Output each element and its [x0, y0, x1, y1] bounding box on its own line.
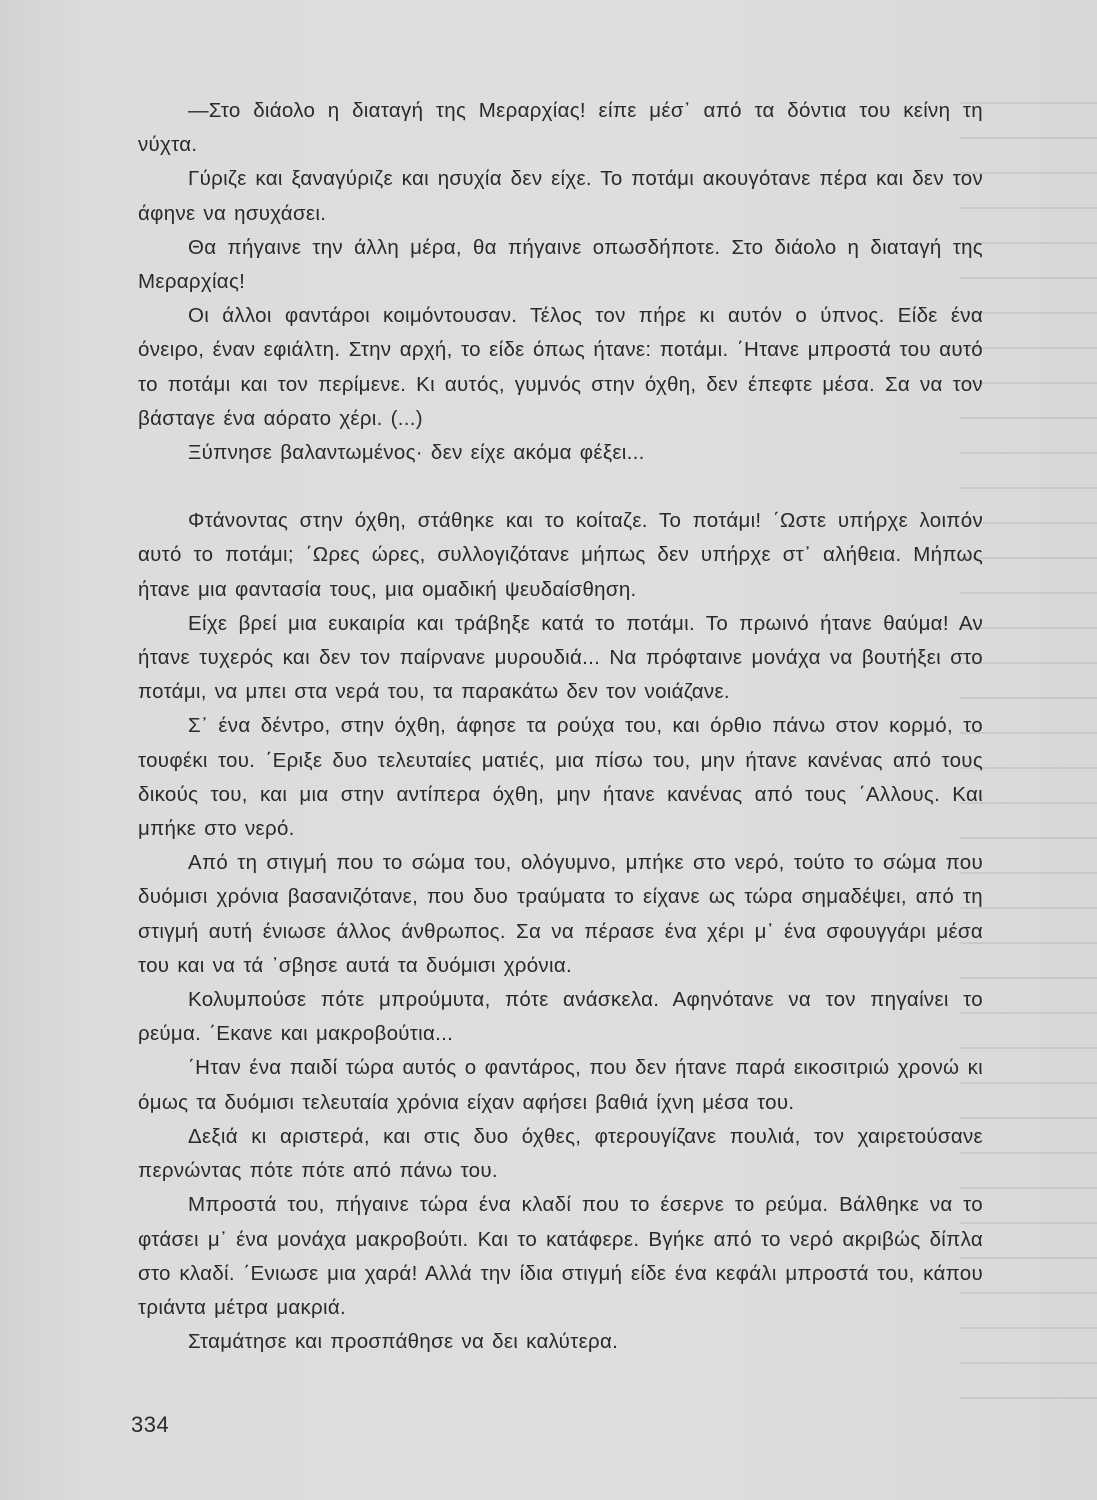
- paragraph: —Στο διάολο η διαταγή της Μεραρχίας! είπε μέσ᾽ από τα δόντια του κείνη τη νύχτα.: [138, 99, 983, 157]
- body-text: [138, 94, 983, 1359]
- paragraph: Σταμάτησε και προσπάθησε να δει καλύτερα.: [188, 1330, 619, 1354]
- paragraph: Σ᾽ ένα δέντρο, στην όχθη, άφησε τα ρούχα του, και όρθιο πάνω στον κορμό, το τουφέκι του. ΄Εριξε δυο τελευταίες ματιές, μια πίσω του, μην ήτανε κανένας από τους δικούς του, και μια στην αντίπερα όχθη, μην ήτανε κανένας από τους ΄Αλλους. Και μπήκε στο νερό.: [138, 714, 983, 841]
- paragraph: Κολυμπούσε πότε μπρούμυτα, πότε ανάσκελα. Αφηνότανε να τον πηγαίνει το ρεύμα. ΄Εκανε και μακροβούτια...: [138, 988, 983, 1046]
- paragraph: Οι άλλοι φαντάροι κοιμόντουσαν. Τέλος τον πήρε κι αυτόν ο ύπνος. Είδε ένα όνειρο, έναν εφιάλτη. Στην αρχή, το είδε όπως ήτανε: ποτάμι. ΄Ητανε μπροστά του αυτό το ποτάμι και τον περίμενε. Κι αυτός, γυμνός στην όχθη, δεν έπεφτε μέσα. Σα να τον βάσταγε ένα αόρατο χέρι. (...): [138, 304, 983, 430]
- paragraph: Ξύπνησε βαλαντωμένος· δεν είχε ακόμα φέξει...: [188, 441, 645, 465]
- paragraph: Φτάνοντας στην όχθη, στάθηκε και το κοίταζε. Το ποτάμι! ΄Ωστε υπήρχε λοιπόν αυτό το ποτάμι; ΄Ωρες ώρες, συλλογιζότανε μήπως δεν υπήρχε στ᾽ αλήθεια. Μήπως ήτανε μια φαντασία τους, μια ομαδική ψευδαίσθηση.: [138, 509, 983, 601]
- paragraph: Θα πήγαινε την άλλη μέρα, θα πήγαινε οπωσδήποτε. Στο διάολο η διαταγή της Μεραρχίας!: [138, 235, 983, 294]
- paragraph: Γύριζε και ξαναγύριζε και ησυχία δεν είχε. Το ποτάμι ακουγότανε πέρα και δεν τον άφηνε να ησυχάσει.: [138, 167, 983, 225]
- paragraph: ΄Ηταν ένα παιδί τώρα αυτός ο φαντάρος, που δεν ήτανε παρά εικοσιτριώ χρονώ κι όμως τα δυόμισι τελευταία χρόνια είχαν αφήσει βαθιά ίχνη μέσα του.: [138, 1056, 983, 1114]
- page-number: 334: [131, 1412, 170, 1437]
- paragraph: Είχε βρεί μια ευκαιρία και τράβηξε κατά το ποτάμι. Το πρωινό ήτανε θαύμα! Αν ήτανε τυχερός και δεν τον παίρνανε μυρουδιά... Να πρόφταινε μονάχα να βουτήξει στο ποτάμι, να μπει στα νερά του, τα παρακάτω δεν τον νοιάζανε.: [138, 611, 983, 704]
- paragraph: Μπροστά του, πήγαινε τώρα ένα κλαδί που το έσερνε το ρεύμα. Βάλθηκε να το φτάσει μ᾽ ένα μονάχα μακροβούτι. Και το κατάφερε. Βγήκε από το νερό ακριβώς δίπλα στο κλαδί. ΄Ενιωσε μια χαρά! Αλλά την ίδια στιγμή είδε ένα κεφάλι μπροστά του, κάπου τριάντα μέτρα μακριά.: [138, 1193, 983, 1319]
- paragraph: Από τη στιγμή που το σώμα του, ολόγυμνο, μπήκε στο νερό, τούτο το σώμα που δυόμισι χρόνια βασανιζότανε, που δυο τραύματα το είχανε ως τώρα σημαδέψει, από τη στιγμή αυτή ένιωσε άλλος άνθρωπος. Σα να πέρασε ένα χέρι μ᾽ ένα σφουγγάρι μέσα του και να τά ᾽σβησε αυτά τα δυόμισι χρόνια.: [138, 851, 983, 977]
- paragraph: Δεξιά κι αριστερά, και στις δυο όχθες, φτερουγίζανε πουλιά, τον χαιρετούσανε περνώντας πότε πότε από πάνω του.: [138, 1124, 983, 1183]
